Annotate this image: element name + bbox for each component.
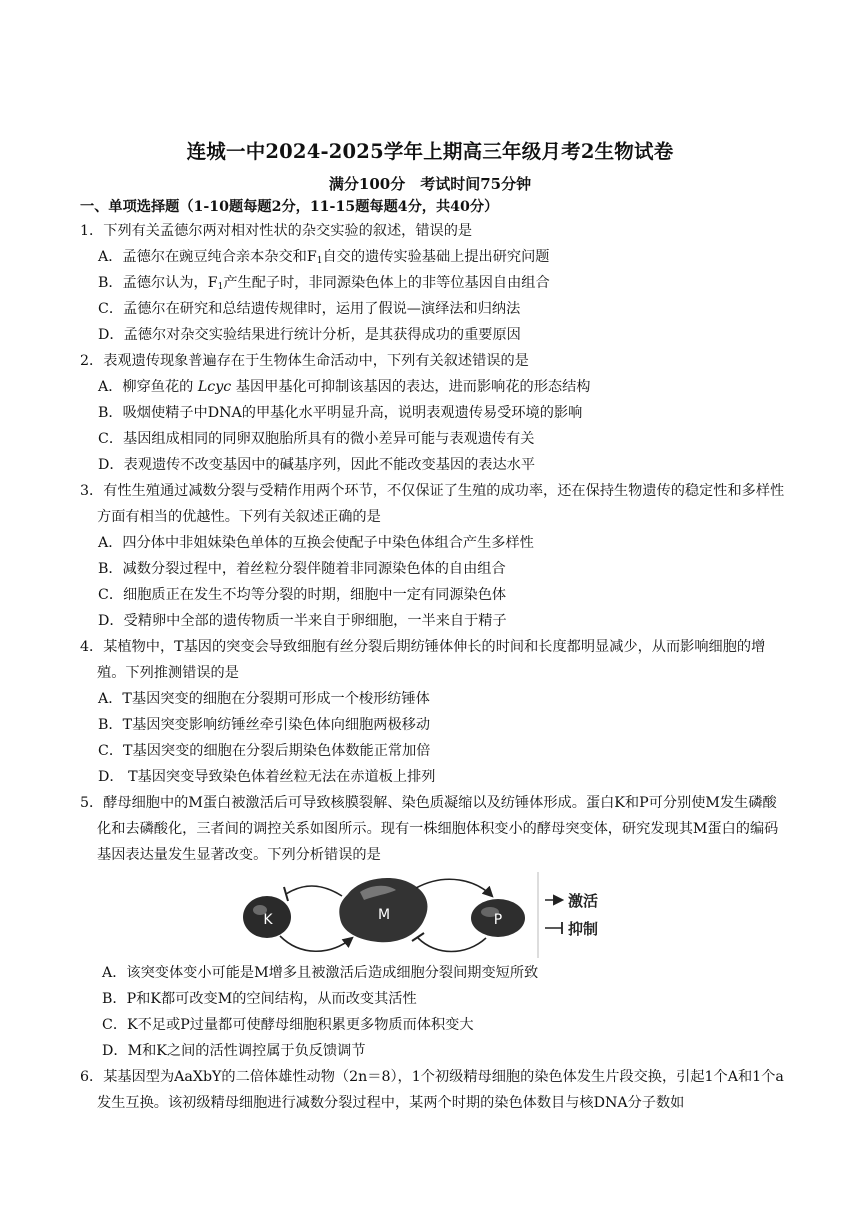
question-2-option-d: D．表观遗传不改变基因中的碱基序列，因此不能改变基因的表达水平 — [98, 457, 536, 473]
regulation-diagram — [80, 868, 790, 960]
question-2-option-b: B．吸烟使精子中DNA的甲基化水平明显升高，说明表观遗传易受环境的影响 — [98, 405, 583, 421]
question-5-stem: 5．酵母细胞中的M蛋白被激活后可导致核膜裂解、染色质凝缩以及纺锤体形成。蛋白K和P可分别使M发生磷酸化和去磷酸化，三者间的调控关系如图所示。现有一株细胞体积变小的酵母突变体，研究发现其M蛋白的编码基因表达量发生显著改变。下列分析错误的是 — [80, 795, 779, 863]
p-to-m-inhibit-line — [418, 938, 486, 952]
page-title: 连城一中2024-2025学年上期高三年级月考2生物试卷 — [186, 140, 674, 163]
question-1-option-b: B．孟德尔认为，$F_1$产生配子时，非同源染色体上的非等位基因自由组合 — [98, 275, 550, 292]
question-5 — [80, 790, 790, 1064]
question-4 — [80, 634, 790, 790]
protein-p-node — [471, 899, 525, 937]
question-6 — [80, 1064, 790, 1116]
page-subtitle: 满分100分 考试时间75分钟 — [328, 175, 532, 193]
m-to-k-inhibit-line — [286, 886, 342, 896]
question-4-option-c: C．T基因突变的细胞在分裂后期染色体数能正常加倍 — [98, 743, 431, 759]
question-4-stem: 4．某植物中，T基因的突变会导致细胞有丝分裂后期纺锤体伸长的时间和长度都明显减少，从而影响细胞的增殖。下列推测错误的是 — [80, 639, 766, 681]
question-1-option-c: C．孟德尔在研究和总结遗传规律时，运用了假说—演绎法和归纳法 — [98, 301, 521, 317]
legend-inhibit: 抑制 — [568, 920, 599, 938]
question-5-option-b: B．P和K都可改变M的空间结构，从而改变其活性 — [102, 991, 417, 1007]
question-4-option-d: D． T基因突变导致染色体着丝粒无法在赤道板上排列 — [98, 769, 436, 785]
question-5-option-d: D．M和K之间的活性调控属于负反馈调节 — [102, 1043, 366, 1059]
question-2 — [80, 348, 790, 478]
question-3 — [80, 478, 790, 634]
question-4-option-a: A．T基因突变的细胞在分裂期可形成一个梭形纺锤体 — [98, 691, 430, 707]
question-3-option-b: B．减数分裂过程中，着丝粒分裂伴随着非同源染色体的自由组合 — [98, 561, 506, 577]
question-2-option-a: A．柳穿鱼花的 Lcyc 基因甲基化可抑制该基因的表达，进而影响花的形态结构 — [98, 379, 591, 395]
question-2-option-c: C．基因组成相同的同卵双胞胎所具有的微小差异可能与表观遗传有关 — [98, 431, 535, 447]
question-4-option-b: B．T基因突变影响纺锤丝牵引染色体向细胞两极移动 — [98, 717, 431, 733]
question-2-stem: 2．表观遗传现象普遍存在于生物体生命活动中，下列有关叙述错误的是 — [80, 353, 529, 369]
question-3-option-c: C．细胞质正在发生不均等分裂的时期，细胞中一定有同源染色体 — [98, 587, 507, 603]
question-3-option-a: A．四分体中非姐妹染色单体的互换会使配子中染色体组合产生多样性 — [98, 535, 534, 551]
regulation-diagram-svg — [240, 872, 640, 958]
legend-activate: 激活 — [568, 892, 599, 910]
question-6-stem: 6．某基因型为AaXbY的二倍体雄性动物（2n＝8），1个初级精母细胞的染色体发生片段交换，引起1个A和1个a发生互换。该初级精母细胞进行减数分裂过程中，某两个时期的染色体数目与核DNA分子数如 — [80, 1069, 784, 1111]
protein-m-label: M — [377, 907, 391, 923]
inhibit-bar-at-m — [412, 933, 424, 941]
m-to-p-activate-arrow — [416, 879, 492, 896]
diagram-legend — [545, 892, 598, 938]
protein-p-label: P — [493, 912, 503, 928]
question-1-option-a: A．孟德尔在豌豆纯合亲本杂交和$F_1$自交的遗传实验基础上提出研究问题 — [98, 249, 550, 266]
section-heading: 一、单项选择题（1-10题每题2分，11-15题每题4分，共40分） — [80, 199, 499, 215]
question-1-option-d: D．孟德尔对杂交实验结果进行统计分析，是其获得成功的重要原因 — [98, 327, 521, 343]
protein-k-label: K — [263, 912, 273, 928]
protein-k-node — [243, 896, 291, 938]
question-3-option-d: D．受精卵中全部的遗传物质一半来自于卵细胞，一半来自于精子 — [98, 613, 507, 629]
question-1-stem: 1．下列有关孟德尔两对相对性状的杂交实验的叙述，错误的是 — [80, 223, 473, 239]
protein-m-node — [339, 878, 427, 942]
question-1 — [80, 218, 790, 348]
question-5-option-a: A．该突变体变小可能是M增多且被激活后造成细胞分裂间期变短所致 — [102, 965, 539, 981]
question-5-option-c: C．K不足或P过量都可使酵母细胞积累更多物质而体积变大 — [102, 1017, 474, 1033]
k-to-m-activate-arrow — [280, 936, 352, 951]
question-list — [80, 218, 790, 1116]
question-3-stem: 3．有性生殖通过减数分裂与受精作用两个环节，不仅保证了生殖的成功率，还在保持生物遗传的稳定性和多样性方面有相当的优越性。下列有关叙述正确的是 — [80, 483, 785, 525]
